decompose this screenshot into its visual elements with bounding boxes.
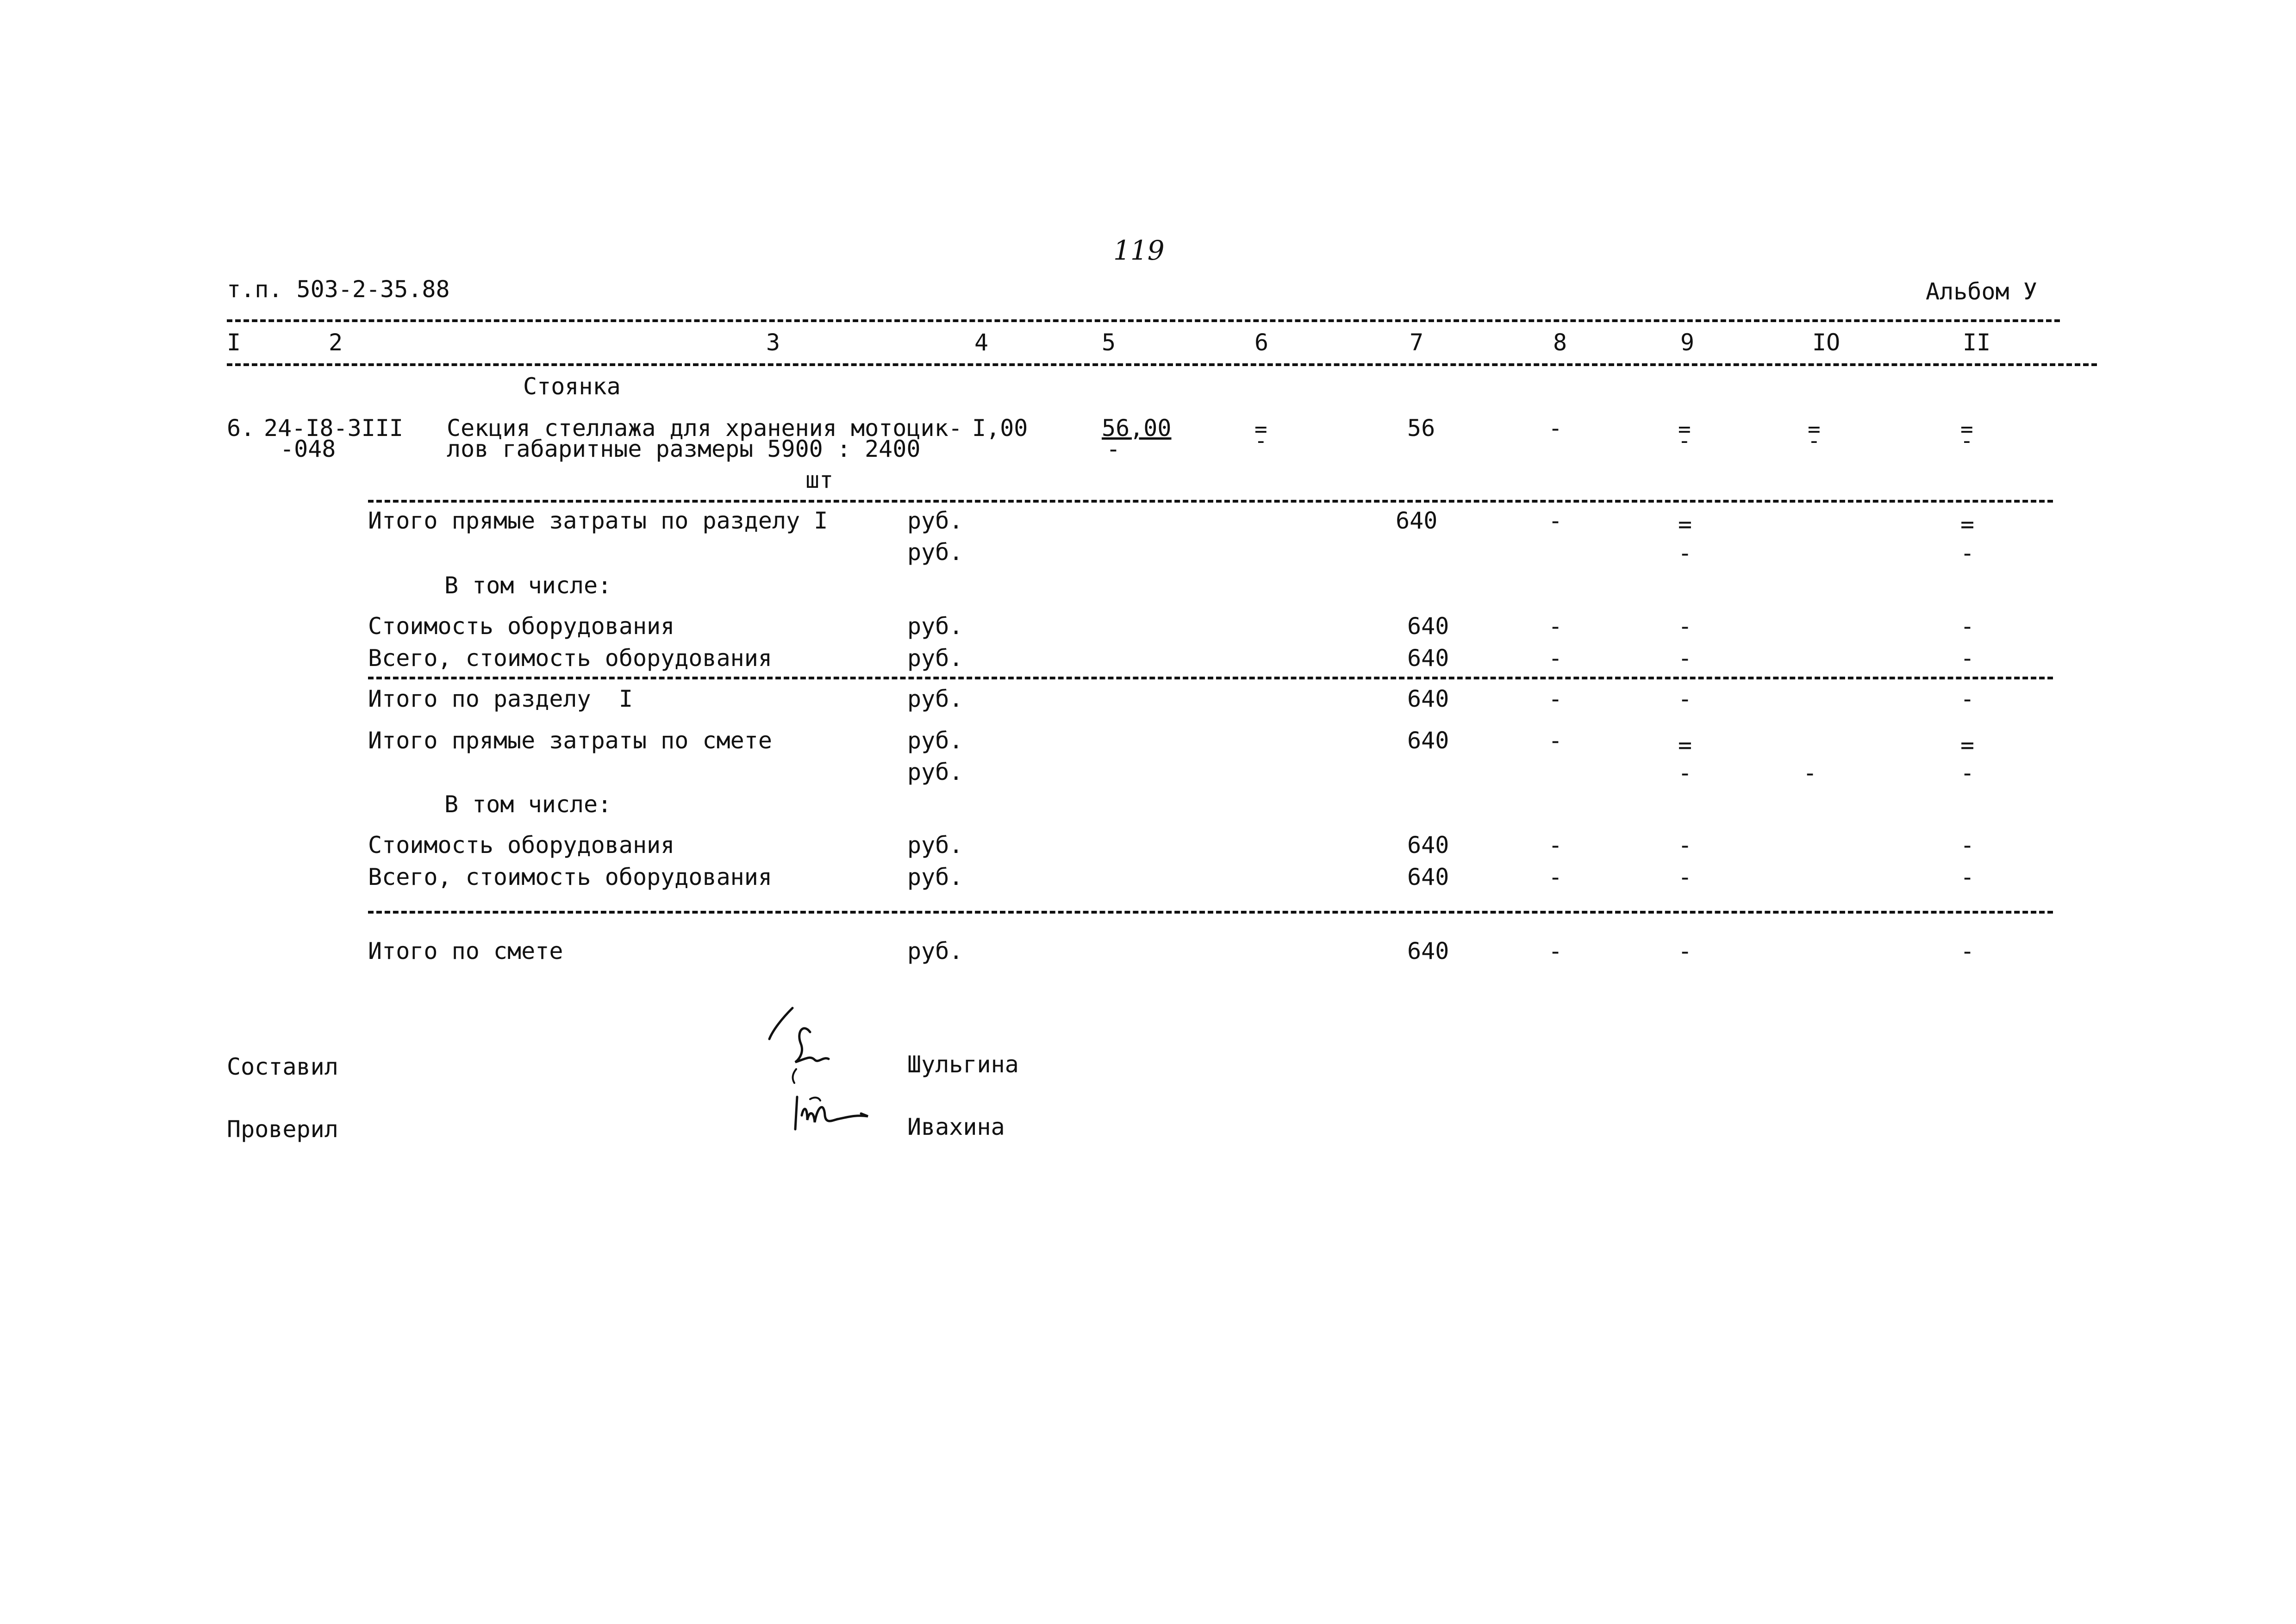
col-header-11: II xyxy=(1963,329,1991,356)
item-unit: шт xyxy=(805,467,834,493)
equipment-total-2-unit: руб. xyxy=(907,864,963,890)
equipment-cost-2-col11: - xyxy=(1960,832,1975,859)
col-header-2: 2 xyxy=(329,329,343,356)
signature-compiled xyxy=(764,1004,847,1092)
estimate-total-col8: - xyxy=(1548,938,1563,964)
item-name-line1: Секция стеллажа для хранения мотоцик- xyxy=(447,415,962,442)
document-code: т.п. 503-2-35.88 xyxy=(227,276,450,303)
section-total-col8: - xyxy=(1548,685,1563,712)
direct-costs-estimate-total: 640 xyxy=(1407,727,1449,754)
item-col11-ditto: = - xyxy=(1960,417,1973,454)
col-header-8: 8 xyxy=(1553,329,1567,356)
compiled-by-name: Шульгина xyxy=(907,1051,1019,1078)
estimate-total-label: Итого по смете xyxy=(368,938,563,964)
item-number: 6. xyxy=(227,415,255,442)
equipment-cost-2-unit: руб. xyxy=(907,832,963,859)
section-total-unit: руб. xyxy=(907,685,963,712)
equipment-cost-1-total: 640 xyxy=(1407,613,1449,640)
direct-costs-section-col9: = xyxy=(1678,511,1692,538)
album-label: Альбом У xyxy=(1926,278,2037,305)
equipment-total-1-col9: - xyxy=(1678,645,1692,672)
direct-costs-estimate-col11: = xyxy=(1960,732,1975,759)
direct-costs-section-col8: - xyxy=(1548,507,1563,534)
section-total-col11: - xyxy=(1960,685,1975,712)
header-top-rule xyxy=(227,319,2060,322)
direct-costs-section-total: 640 xyxy=(1396,507,1438,534)
col-header-9: 9 xyxy=(1680,329,1695,356)
item-price: 56,00 xyxy=(1102,415,1172,442)
equipment-cost-1-col8: - xyxy=(1548,613,1563,640)
direct-costs-estimate-col10: - xyxy=(1803,759,1817,786)
item-qty: I,00 xyxy=(972,415,1028,442)
equipment-total-1-label: Всего, стоимость оборудования xyxy=(368,645,772,672)
equipment-total-2-label: Всего, стоимость оборудования xyxy=(368,864,772,890)
item-price-dash: - xyxy=(1106,436,1121,462)
col-header-6: 6 xyxy=(1254,329,1269,356)
item-col10-ditto: = - xyxy=(1808,417,1821,454)
direct-costs-section-unit2: руб. xyxy=(907,539,963,566)
estimate-total-col11: - xyxy=(1960,938,1975,964)
section-rule xyxy=(368,677,2053,679)
col-header-3: 3 xyxy=(766,329,780,356)
estimate-rule xyxy=(368,911,2053,914)
direct-costs-section-col11: = xyxy=(1960,511,1975,538)
item-total: 56 xyxy=(1407,415,1435,442)
equipment-cost-1-label: Стоимость оборудования xyxy=(368,613,675,640)
page-number: 119 xyxy=(1113,235,1165,266)
equipment-total-2-total: 640 xyxy=(1407,864,1449,890)
estimate-total-value: 640 xyxy=(1407,938,1449,964)
including-label-2: В том числе: xyxy=(444,791,612,818)
equipment-total-2-col8: - xyxy=(1548,864,1563,890)
direct-costs-section-col9b: - xyxy=(1678,540,1692,566)
direct-costs-estimate-unit: руб. xyxy=(907,727,963,754)
signature-checked xyxy=(792,1088,875,1143)
equipment-cost-2-col9: - xyxy=(1678,832,1692,859)
section-total-value: 640 xyxy=(1407,685,1449,712)
estimate-total-unit: руб. xyxy=(907,938,963,964)
equipment-total-1-col8: - xyxy=(1548,645,1563,672)
checked-by-label: Проверил xyxy=(227,1116,338,1143)
equipment-cost-1-col11: - xyxy=(1960,613,1975,640)
item-col9-ditto: = - xyxy=(1678,417,1691,454)
item-code-line1: 24-I8-3III xyxy=(264,415,404,442)
col-header-5: 5 xyxy=(1102,329,1116,356)
direct-costs-estimate-label: Итого прямые затраты по смете xyxy=(368,727,772,754)
compiled-by-label: Составил xyxy=(227,1053,338,1080)
direct-costs-estimate-col9b: - xyxy=(1678,759,1692,786)
direct-costs-estimate-unit2: руб. xyxy=(907,759,963,785)
item-code-line2: -048 xyxy=(280,436,336,462)
equipment-total-2-col11: - xyxy=(1960,864,1975,890)
section-title: Стоянка xyxy=(523,373,621,400)
col-header-1: I xyxy=(227,329,241,356)
direct-costs-section-label: Итого прямые затраты по разделу I xyxy=(368,507,828,534)
estimate-total-col9: - xyxy=(1678,938,1692,964)
equipment-cost-1-col9: - xyxy=(1678,613,1692,640)
direct-costs-estimate-col8: - xyxy=(1548,727,1563,754)
checked-by-name: Ивахина xyxy=(907,1114,1005,1140)
section-total-label: Итого по разделу I xyxy=(368,685,633,712)
header-bottom-rule xyxy=(227,363,2097,366)
equipment-cost-2-total: 640 xyxy=(1407,832,1449,859)
item-name-line2: лов габаритные размеры 5900 : 2400 xyxy=(447,436,921,462)
col-header-4: 4 xyxy=(974,329,989,356)
equipment-cost-1-unit: руб. xyxy=(907,613,963,640)
item-col8-dash: - xyxy=(1548,415,1563,442)
direct-costs-estimate-col9: = xyxy=(1678,732,1692,759)
section-total-col9: - xyxy=(1678,685,1692,712)
direct-costs-section-col11b: - xyxy=(1960,540,1975,566)
including-label-1: В том числе: xyxy=(444,572,612,599)
equipment-total-2-col9: - xyxy=(1678,864,1692,890)
direct-costs-estimate-col11b: - xyxy=(1960,759,1975,786)
col-header-7: 7 xyxy=(1410,329,1424,356)
equipment-cost-2-col8: - xyxy=(1548,832,1563,859)
item-col6-ditto: = - xyxy=(1254,417,1267,454)
item-bottom-rule xyxy=(368,500,2053,503)
equipment-total-1-total: 640 xyxy=(1407,645,1449,672)
col-header-10: IO xyxy=(1812,329,1841,356)
equipment-total-1-col11: - xyxy=(1960,645,1975,672)
equipment-total-1-unit: руб. xyxy=(907,645,963,672)
equipment-cost-2-label: Стоимость оборудования xyxy=(368,832,675,859)
direct-costs-section-unit: руб. xyxy=(907,507,963,534)
